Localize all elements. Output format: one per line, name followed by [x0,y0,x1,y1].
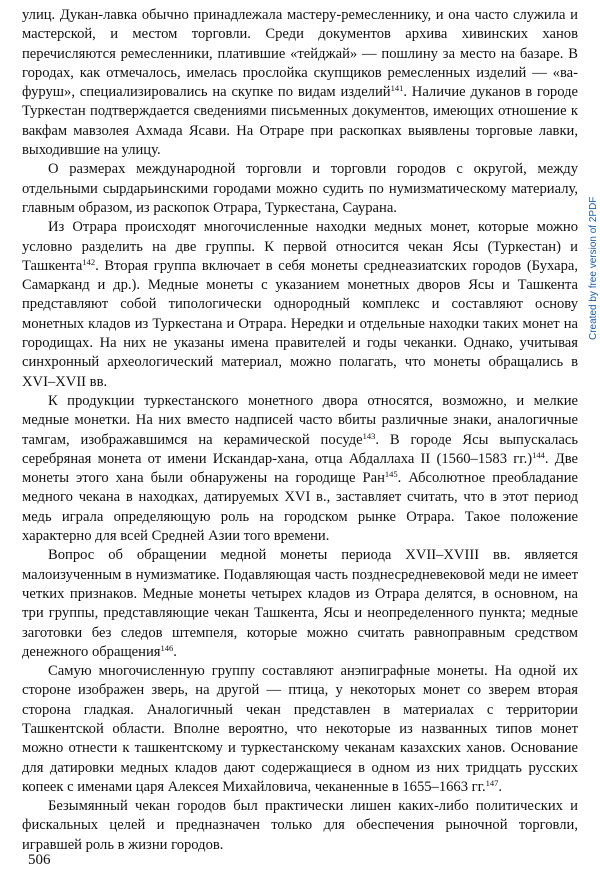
paragraph [22,160,578,218]
paragraph-text: . В городе Ясы выпускалась серебряная монета от имени Искандар-хана, отца Абдаллаха II (1560–1583 гг.) [22,431,578,467]
paragraph-text: . Две монеты этого хана были обнаружены на городище Ран [22,450,578,487]
paragraph-text: . Абсолютное преобладание медного чекана в находках, датируемых XVI в., заставляет считать, что в этот период медь играла определяющую роль на городском рынке Отрара. Такое положение характерно для всей Средней Азии того времени. [22,470,578,545]
paragraph-text: О размерах международной торговли и торговли городов с округой, между отдельными сырдарьинскими городами можно судить по нумизматическому материалу, главным образом, из раскопок Отрара, Туркестана, Саурана. [22,161,578,216]
paragraph-text: . Наличие дуканов в городе Туркестан подтверждается сведениями письменных документов, имеющих отношение к вакфам мавзолея Ахмада Ясави. На Отраре при раскопках выявлены торговые лавки, выходившие на улицу. [22,84,578,159]
paragraph [22,546,578,662]
paragraph [22,662,578,797]
paragraph [22,218,578,392]
paragraph-text: . Вторая группа включает в себя монеты среднеазиатских городов (Бухара, Самарканд и др.). Медные монеты с указанием монетных дворов Ясы и Ташкента представляют собой типологически однородный комплекс и составляют основу монетных кладов из Туркестана и Отрара. Нередки и отдельные находки таких монет на городищах. На них не указаны имена правителей и годы чеканки. Однако, учитывая синхронный археологический материал, можно полагать, что монеты обращались в XVI–XVII вв. [22,257,578,390]
footnote-ref[interactable]: 142 [82,256,96,267]
paragraph-text: Вопрос об обращении медной монеты периода XVII–XVIII вв. является малоизученным в нумизматике. Подавляющая часть позднесредневековой меди не имеет четких признаков. Медные монеты четырех кладов из Отрара делятся, в основном, на три группы, представляющие чекан Ташкента, Ясы и неопределенного пункта; медные заготовки без следов штемпеля, которые можно считать равноправным средством денежного обращения [22,547,578,660]
paragraph [22,6,578,160]
paragraph-text: . [498,778,503,795]
footnote-ref[interactable]: 147 [485,777,499,788]
footnote-ref[interactable]: 143 [362,430,376,441]
paragraph-text: улиц. Дукан-лавка обычно принадлежала мастеру-ремесленнику, и она часто служила и мастерской, и местом торговли. Среди документов архива хивинских ханов перечисляются ремесленники, платившие «тейджай» — пошлину за место на базаре. В городах, как отмечалось, имелась прослойка скупщиков ремесленных изделий — «ва-фуруш», специализировались на скупке по видам изделий [22,7,578,101]
footnote-ref[interactable]: 145 [384,469,398,480]
paragraph-text: К продукции туркестанского монетного двора относятся, возможно, и мелкие медные монетки. На них вместо надписей часто вбиты различные знаки, аналогичные тамгам, изображавшимся на керамической посуде [22,392,578,448]
paragraph [22,797,578,855]
footnote-ref[interactable]: 146 [160,642,174,653]
watermark: Created by free version of 2PDF [588,196,599,340]
paragraph [22,392,578,546]
page-number: 506 [28,852,51,868]
paragraph-text: Из Отрара происходят многочисленные находки медных монет, которые можно условно разделить на две группы. К первой относится чекан Ясы (Туркестан) и Ташкента [22,219,578,274]
footnote-ref[interactable]: 141 [390,83,404,94]
page-body [22,6,578,855]
paragraph-text: . [173,643,177,660]
footnote-ref[interactable]: 144 [532,449,545,460]
paragraph-text: Самую многочисленную группу составляют анэпиграфные монеты. На одной их стороне изображен зверь, на другой — птица, у некоторых монет со зверем вторая сторона гладкая. Аналогичный чекан представлен в материалах с территории Ташкентской области. Вполне вероятно, что некоторые из названных типов монет можно отнести к ташкентскому и туркестанскому чеканам казахских ханов. Основание для датировки медных кладов дают содержащиеся в одном из них тридцать русских копеек с именами царя Алексея Михайловича, чеканенные в 1655–1663 гг. [22,663,578,795]
paragraph-text: Безымянный чекан городов был практически лишен каких-либо политических и фискальных целей и предназначен только для обеспечения рыночной торговли, игравшей роль в жизни городов. [22,798,578,853]
